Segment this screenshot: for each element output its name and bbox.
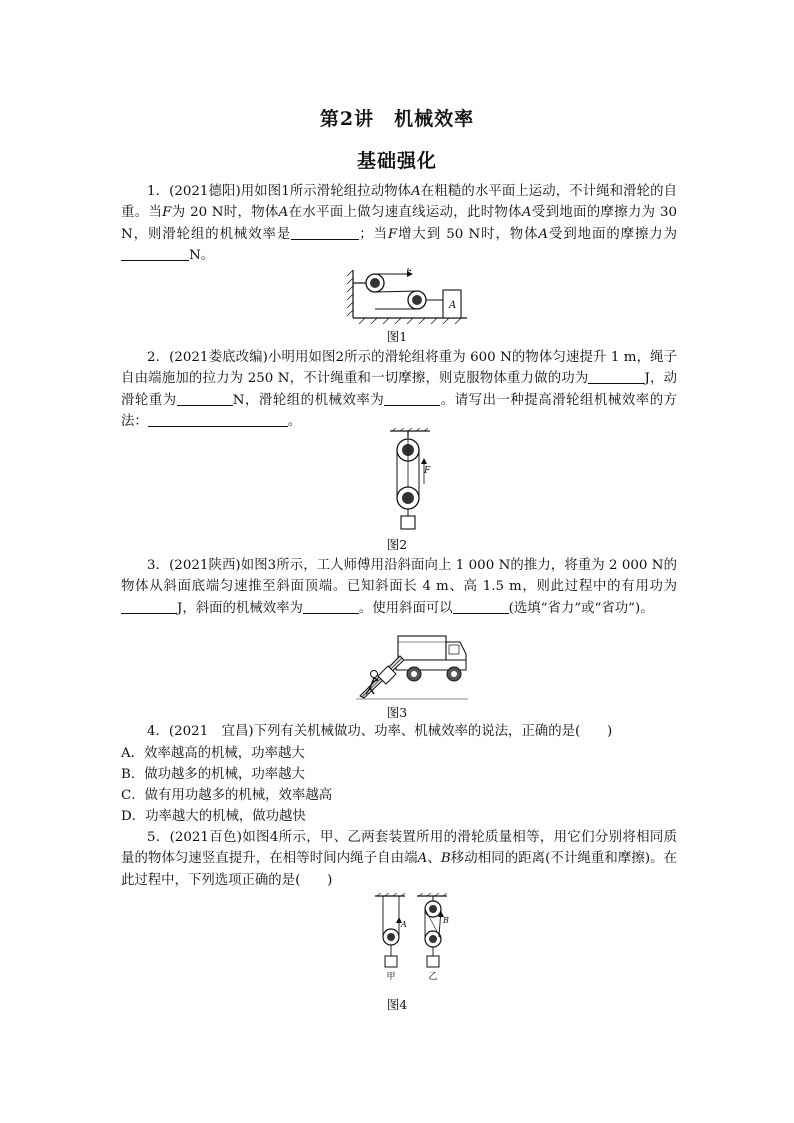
q1-text-a: 1．(2021德阳)用如图1所示滑轮组拉动物体 bbox=[147, 184, 412, 199]
answer-blank[interactable] bbox=[384, 391, 440, 406]
q5-text-c: 移动相同的距离(不计绳重和摩擦)。在此过程中，下列选项正确的是( ) bbox=[121, 851, 678, 888]
q1-text-c: 为 20 N时，物体 bbox=[171, 205, 279, 221]
q5-text-b: 、 bbox=[427, 851, 441, 867]
answer-blank[interactable] bbox=[177, 391, 233, 406]
figure-4 bbox=[373, 893, 451, 983]
figure-3 bbox=[356, 632, 468, 700]
var-a: A bbox=[521, 205, 532, 221]
option-d[interactable]: D．功率越大的机械，做功越快 bbox=[121, 809, 306, 824]
q2-text-b: J，动滑轮重为 bbox=[121, 371, 677, 408]
figure-1-caption: 图1 bbox=[386, 329, 408, 344]
figure-3-caption: 图3 bbox=[386, 705, 408, 720]
q1-text-g: 增大到 50 N时，物体 bbox=[397, 226, 539, 242]
q3-text-d: (选填“省力”或“省功”)。 bbox=[508, 600, 654, 616]
var-a: A bbox=[538, 226, 549, 242]
q3-text-a: 3．(2021陕西)如图3所示，工人师傅用沿斜面向上 1 000 N的推力，将重为 2 000 N的物体从斜面底端匀速推至斜面顶端。已知斜面长 4 m、高 1.5 m，则此过程中的有用功为 bbox=[121, 558, 677, 595]
q4-stem: 4．(2021 宜昌)下列有关机械做功、功率、机械效率的说法，正确的是( ) bbox=[147, 724, 613, 739]
q1-text-i: N。 bbox=[189, 247, 215, 263]
var-b: B bbox=[440, 851, 451, 867]
answer-blank[interactable] bbox=[148, 412, 288, 427]
answer-blank[interactable] bbox=[588, 369, 644, 384]
question-3 bbox=[121, 555, 677, 619]
var-f: F bbox=[162, 205, 172, 221]
answer-blank[interactable] bbox=[121, 246, 189, 261]
option-a[interactable]: A．效率越高的机械，功率越大 bbox=[121, 746, 305, 761]
label-a: A bbox=[401, 920, 407, 929]
figure-4-caption: 图4 bbox=[386, 997, 408, 1012]
q1-text-d: 在水平面上做匀速直线运动，此时物体 bbox=[288, 205, 522, 221]
label-jia: 甲 bbox=[386, 972, 396, 982]
figure-1 bbox=[345, 268, 471, 324]
q2-text-a: 2．(2021娄底改编)小明用如图2所示的滑轮组将重为 600 N的物体匀速提升 1 m，绳子自由端施加的拉力为 250 N，不计绳重和一切摩擦，则克服物体重力做的功为 bbox=[121, 350, 677, 387]
answer-blank[interactable] bbox=[303, 599, 359, 614]
section-title: 基础强化 bbox=[356, 150, 437, 172]
q1-text-b: 在粗糙的水平面上运动，不计绳和滑轮的自重。当 bbox=[121, 184, 677, 221]
page-title: 第2讲 机械效率 bbox=[319, 108, 475, 130]
question-1 bbox=[121, 181, 677, 266]
label-f: F bbox=[406, 268, 413, 277]
answer-blank[interactable] bbox=[453, 599, 509, 614]
answer-blank[interactable] bbox=[291, 225, 359, 240]
q2-text-d: 。请写出一种提高滑轮组机械效率的方法： bbox=[121, 392, 678, 429]
label-b: B bbox=[443, 916, 449, 925]
question-4 bbox=[121, 721, 677, 742]
var-a: A bbox=[411, 184, 421, 199]
var-a: A bbox=[278, 205, 289, 221]
answer-blank[interactable] bbox=[121, 599, 177, 614]
option-b[interactable]: B．做功越多的机械，功率越大 bbox=[121, 767, 305, 782]
q1-text-h: 受到地面的摩擦力为 bbox=[548, 226, 678, 242]
q2-text-e: 。 bbox=[287, 413, 302, 429]
figure-2 bbox=[388, 428, 432, 532]
var-a: A bbox=[417, 851, 428, 867]
option-c[interactable]: C．做有用功越多的机械，效率越高 bbox=[121, 788, 333, 803]
question-5 bbox=[121, 827, 677, 891]
q3-text-b: J，斜面的机械效率为 bbox=[177, 600, 303, 616]
label-yi: 乙 bbox=[428, 972, 438, 982]
label-f: F bbox=[424, 466, 431, 476]
q5-text-a: 5．(2021百色)如图4所示，甲、乙两套装置所用的滑轮质量相等，用它们分别将相同质量的物体匀速竖直提升，在相等时间内绳子自由端 bbox=[121, 830, 677, 867]
q1-text-e: 受到地面的摩擦力为 30 N，则滑轮组的机械效率是 bbox=[121, 205, 678, 242]
q1-text-f: ；当 bbox=[359, 226, 388, 242]
label-a: A bbox=[449, 300, 457, 311]
var-f: F bbox=[387, 226, 398, 242]
q3-text-c: 。使用斜面可以 bbox=[358, 600, 453, 616]
figure-2-caption: 图2 bbox=[386, 537, 408, 552]
q2-text-c: N，滑轮组的机械效率为 bbox=[232, 392, 385, 408]
question-2 bbox=[121, 347, 677, 432]
